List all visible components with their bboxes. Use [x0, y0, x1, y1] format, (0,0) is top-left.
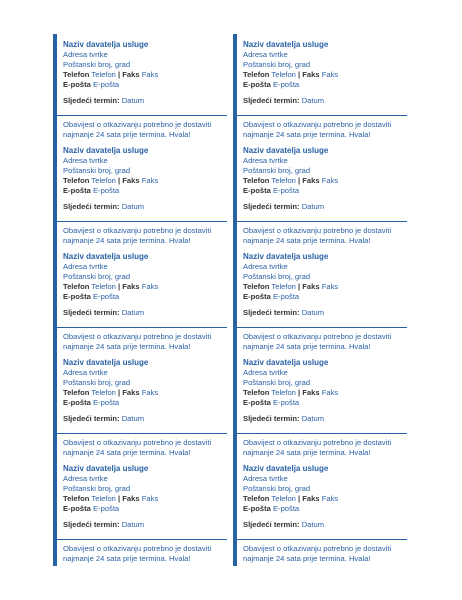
fax-label: Faks — [302, 282, 320, 291]
next-appointment-line — [243, 520, 324, 529]
separator: | — [298, 282, 301, 291]
fax-label: Faks — [122, 176, 140, 185]
phone-value: Telefon — [271, 282, 296, 291]
email-value: E-pošta — [92, 186, 120, 195]
email-label: E-pošta — [63, 80, 91, 89]
separator: | — [298, 70, 301, 79]
email-label: E-pošta — [63, 504, 91, 513]
postal-city: Poštanski broj, grad — [243, 272, 311, 281]
email-line — [243, 80, 299, 89]
postal-city: Poštanski broj, grad — [63, 484, 131, 493]
card-divider — [57, 539, 227, 540]
phone-value: Telefon — [271, 494, 296, 503]
phone-value: Telefon — [271, 388, 296, 397]
email-label: E-pošta — [243, 292, 271, 301]
phone-fax-line — [63, 176, 158, 185]
company-address: Adresa tvrtke — [63, 474, 108, 483]
postal-city: Poštanski broj, grad — [243, 166, 311, 175]
phone-label: Telefon — [63, 282, 90, 291]
card-divider — [57, 327, 227, 328]
next-appointment-label: Sljedeći termin: — [63, 520, 120, 529]
appointment-card — [237, 246, 407, 352]
next-appointment-date: Datum — [301, 520, 325, 529]
email-value: E-pošta — [92, 292, 120, 301]
provider-name: Naziv davatelja usluge — [63, 146, 149, 155]
next-appointment-line — [63, 202, 144, 211]
cancellation-notice-line1: Obavijest o otkazivanju potrebno je dostaviti — [243, 120, 392, 129]
email-value: E-pošta — [272, 504, 300, 513]
postal-city: Poštanski broj, grad — [63, 166, 131, 175]
phone-value: Telefon — [91, 388, 116, 397]
phone-value: Telefon — [91, 494, 116, 503]
email-value: E-pošta — [92, 80, 120, 89]
email-label: E-pošta — [243, 398, 271, 407]
phone-fax-line — [63, 388, 158, 397]
next-appointment-line — [243, 414, 324, 423]
cancellation-notice-line1: Obavijest o otkazivanju potrebno je dostaviti — [63, 120, 212, 129]
company-address: Adresa tvrtke — [63, 156, 108, 165]
card-column-left — [53, 34, 227, 566]
provider-name: Naziv davatelja usluge — [63, 358, 149, 367]
email-line — [63, 80, 119, 89]
email-line — [243, 292, 299, 301]
appointment-card — [57, 140, 227, 246]
email-line — [243, 186, 299, 195]
next-appointment-label: Sljedeći termin: — [243, 520, 300, 529]
next-appointment-line — [63, 308, 144, 317]
next-appointment-label: Sljedeći termin: — [243, 414, 300, 423]
next-appointment-date: Datum — [301, 96, 325, 105]
email-label: E-pošta — [243, 504, 271, 513]
phone-fax-line — [243, 388, 338, 397]
email-value: E-pošta — [272, 80, 300, 89]
email-line — [243, 504, 299, 513]
separator: | — [118, 70, 121, 79]
card-column-right — [233, 34, 407, 566]
cancellation-notice-line1: Obavijest o otkazivanju potrebno je dostaviti — [63, 226, 212, 235]
appointment-card — [237, 458, 407, 564]
separator: | — [298, 388, 301, 397]
cancellation-notice-line2: najmanje 24 sata prije termina. Hvala! — [243, 342, 371, 351]
fax-value: Faks — [321, 282, 339, 291]
next-appointment-label: Sljedeći termin: — [243, 308, 300, 317]
next-appointment-date: Datum — [121, 414, 145, 423]
fax-value: Faks — [141, 388, 159, 397]
phone-label: Telefon — [243, 176, 270, 185]
card-divider — [57, 115, 227, 116]
cancellation-notice-line1: Obavijest o otkazivanju potrebno je dostaviti — [63, 438, 212, 447]
fax-label: Faks — [302, 388, 320, 397]
fax-value: Faks — [321, 494, 339, 503]
email-label: E-pošta — [63, 398, 91, 407]
phone-label: Telefon — [243, 388, 270, 397]
next-appointment-line — [63, 520, 144, 529]
email-line — [63, 504, 119, 513]
company-address: Adresa tvrtke — [243, 368, 288, 377]
card-divider — [237, 221, 407, 222]
postal-city: Poštanski broj, grad — [243, 378, 311, 387]
company-address: Adresa tvrtke — [63, 50, 108, 59]
separator: | — [298, 176, 301, 185]
cancellation-notice-line2: najmanje 24 sata prije termina. Hvala! — [63, 342, 191, 351]
phone-label: Telefon — [243, 494, 270, 503]
next-appointment-label: Sljedeći termin: — [63, 202, 120, 211]
phone-value: Telefon — [271, 70, 296, 79]
provider-name: Naziv davatelja usluge — [243, 464, 329, 473]
next-appointment-line — [63, 414, 144, 423]
cancellation-notice-line2: najmanje 24 sata prije termina. Hvala! — [63, 130, 191, 139]
fax-value: Faks — [141, 176, 159, 185]
next-appointment-date: Datum — [301, 308, 325, 317]
separator: | — [118, 282, 121, 291]
separator: | — [298, 494, 301, 503]
next-appointment-line — [243, 96, 324, 105]
fax-value: Faks — [321, 70, 339, 79]
next-appointment-line — [63, 96, 144, 105]
appointment-card — [237, 352, 407, 458]
postal-city: Poštanski broj, grad — [243, 484, 311, 493]
card-divider — [237, 433, 407, 434]
cancellation-notice-line2: najmanje 24 sata prije termina. Hvala! — [63, 236, 191, 245]
company-address: Adresa tvrtke — [243, 50, 288, 59]
email-value: E-pošta — [272, 292, 300, 301]
card-divider — [57, 433, 227, 434]
fax-label: Faks — [122, 282, 140, 291]
next-appointment-line — [243, 202, 324, 211]
email-value: E-pošta — [272, 186, 300, 195]
phone-fax-line — [63, 70, 158, 79]
phone-fax-line — [63, 494, 158, 503]
phone-value: Telefon — [91, 282, 116, 291]
email-line — [243, 398, 299, 407]
provider-name: Naziv davatelja usluge — [243, 358, 329, 367]
phone-fax-line — [243, 282, 338, 291]
appointment-card — [237, 140, 407, 246]
email-value: E-pošta — [272, 398, 300, 407]
fax-label: Faks — [122, 388, 140, 397]
card-divider — [237, 115, 407, 116]
cancellation-notice-line2: najmanje 24 sata prije termina. Hvala! — [243, 448, 371, 457]
provider-name: Naziv davatelja usluge — [63, 252, 149, 261]
email-label: E-pošta — [243, 186, 271, 195]
card-divider — [237, 327, 407, 328]
card-divider — [57, 221, 227, 222]
cancellation-notice-line2: najmanje 24 sata prije termina. Hvala! — [63, 554, 191, 563]
cancellation-notice-line1: Obavijest o otkazivanju potrebno je dostaviti — [243, 332, 392, 341]
separator: | — [118, 494, 121, 503]
next-appointment-date: Datum — [301, 414, 325, 423]
postal-city: Poštanski broj, grad — [63, 60, 131, 69]
fax-label: Faks — [302, 70, 320, 79]
phone-value: Telefon — [271, 176, 296, 185]
cancellation-notice-line2: najmanje 24 sata prije termina. Hvala! — [243, 130, 371, 139]
postal-city: Poštanski broj, grad — [63, 378, 131, 387]
email-value: E-pošta — [92, 504, 120, 513]
cancellation-notice-line1: Obavijest o otkazivanju potrebno je dostaviti — [243, 226, 392, 235]
provider-name: Naziv davatelja usluge — [243, 40, 329, 49]
cancellation-notice-line2: najmanje 24 sata prije termina. Hvala! — [63, 448, 191, 457]
provider-name: Naziv davatelja usluge — [63, 464, 149, 473]
fax-label: Faks — [122, 494, 140, 503]
provider-name: Naziv davatelja usluge — [63, 40, 149, 49]
phone-label: Telefon — [63, 388, 90, 397]
company-address: Adresa tvrtke — [243, 474, 288, 483]
fax-label: Faks — [122, 70, 140, 79]
appointment-card — [57, 352, 227, 458]
provider-name: Naziv davatelja usluge — [243, 146, 329, 155]
email-label: E-pošta — [63, 292, 91, 301]
email-value: E-pošta — [92, 398, 120, 407]
next-appointment-label: Sljedeći termin: — [63, 308, 120, 317]
email-label: E-pošta — [243, 80, 271, 89]
next-appointment-date: Datum — [121, 96, 145, 105]
phone-label: Telefon — [243, 282, 270, 291]
card-divider — [237, 539, 407, 540]
next-appointment-date: Datum — [121, 202, 145, 211]
phone-label: Telefon — [63, 176, 90, 185]
cancellation-notice-line2: najmanje 24 sata prije termina. Hvala! — [243, 236, 371, 245]
separator: | — [118, 176, 121, 185]
next-appointment-date: Datum — [121, 308, 145, 317]
appointment-card — [57, 34, 227, 140]
phone-fax-line — [243, 70, 338, 79]
email-line — [63, 186, 119, 195]
cancellation-notice-line1: Obavijest o otkazivanju potrebno je dostaviti — [63, 544, 212, 553]
company-address: Adresa tvrtke — [63, 368, 108, 377]
provider-name: Naziv davatelja usluge — [243, 252, 329, 261]
appointment-card — [237, 34, 407, 140]
separator: | — [118, 388, 121, 397]
appointment-card — [57, 458, 227, 564]
fax-value: Faks — [141, 494, 159, 503]
next-appointment-line — [243, 308, 324, 317]
next-appointment-label: Sljedeći termin: — [243, 202, 300, 211]
fax-value: Faks — [321, 176, 339, 185]
email-label: E-pošta — [63, 186, 91, 195]
company-address: Adresa tvrtke — [63, 262, 108, 271]
fax-value: Faks — [141, 70, 159, 79]
phone-label: Telefon — [243, 70, 270, 79]
phone-fax-line — [243, 176, 338, 185]
fax-value: Faks — [321, 388, 339, 397]
phone-fax-line — [63, 282, 158, 291]
postal-city: Poštanski broj, grad — [243, 60, 311, 69]
phone-value: Telefon — [91, 70, 116, 79]
company-address: Adresa tvrtke — [243, 262, 288, 271]
appointment-card-sheet — [53, 34, 411, 566]
next-appointment-date: Datum — [121, 520, 145, 529]
next-appointment-label: Sljedeći termin: — [63, 414, 120, 423]
appointment-card — [57, 246, 227, 352]
email-line — [63, 398, 119, 407]
cancellation-notice-line2: najmanje 24 sata prije termina. Hvala! — [243, 554, 371, 563]
fax-label: Faks — [302, 494, 320, 503]
next-appointment-label: Sljedeći termin: — [63, 96, 120, 105]
cancellation-notice-line1: Obavijest o otkazivanju potrebno je dostaviti — [63, 332, 212, 341]
company-address: Adresa tvrtke — [243, 156, 288, 165]
phone-value: Telefon — [91, 176, 116, 185]
next-appointment-date: Datum — [301, 202, 325, 211]
fax-value: Faks — [141, 282, 159, 291]
postal-city: Poštanski broj, grad — [63, 272, 131, 281]
cancellation-notice-line1: Obavijest o otkazivanju potrebno je dostaviti — [243, 438, 392, 447]
email-line — [63, 292, 119, 301]
cancellation-notice-line1: Obavijest o otkazivanju potrebno je dostaviti — [243, 544, 392, 553]
phone-label: Telefon — [63, 494, 90, 503]
fax-label: Faks — [302, 176, 320, 185]
phone-label: Telefon — [63, 70, 90, 79]
phone-fax-line — [243, 494, 338, 503]
next-appointment-label: Sljedeći termin: — [243, 96, 300, 105]
